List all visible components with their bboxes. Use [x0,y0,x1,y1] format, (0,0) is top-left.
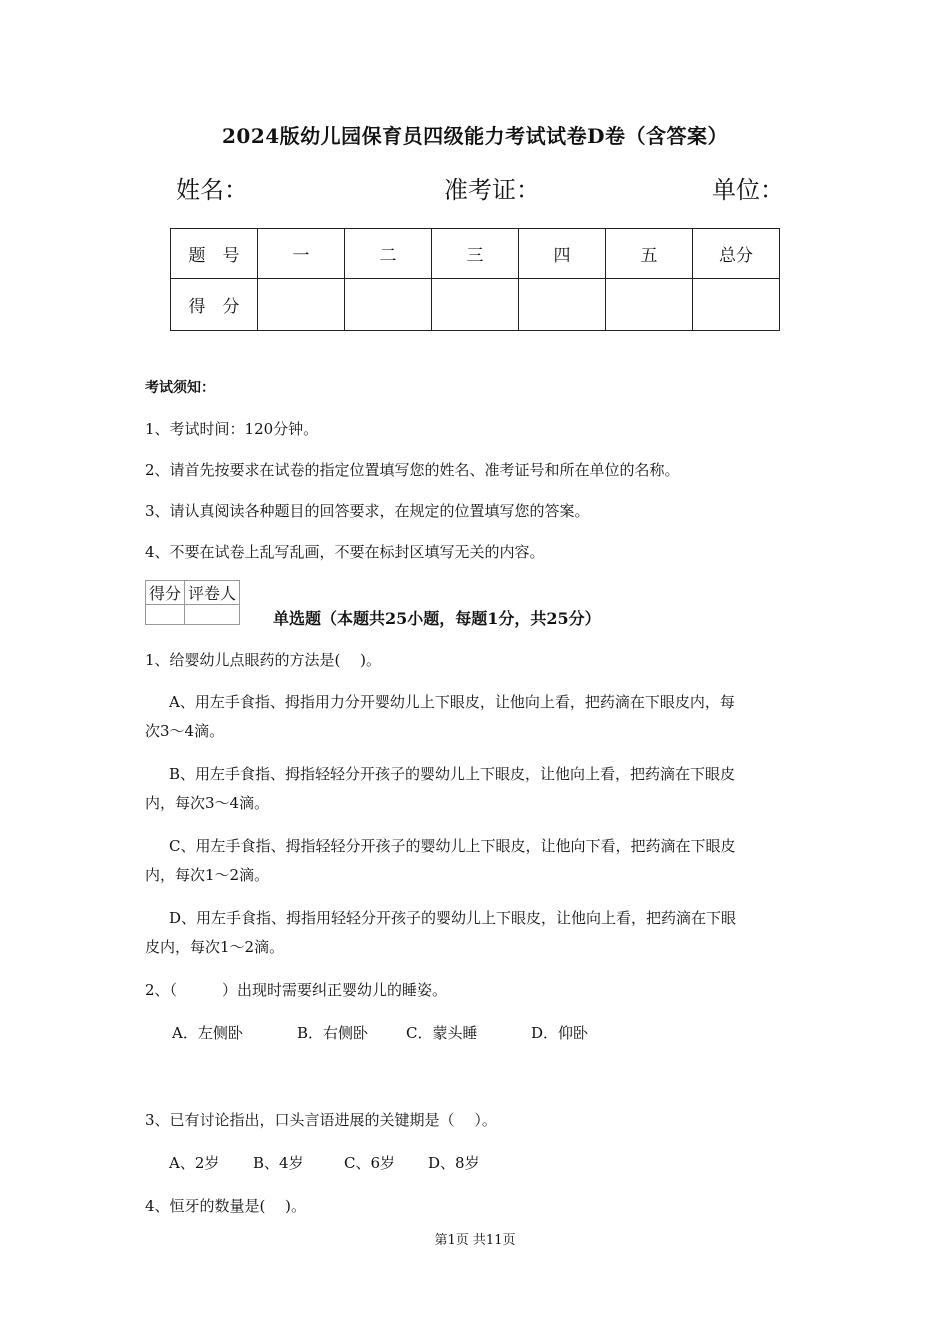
score-cell[interactable] [345,279,432,331]
notice-item: 2、请首先按要求在试卷的指定位置填写您的姓名、准考证号和所在单位的名称。 [145,461,680,479]
question-1-stem: 1、给婴幼儿点眼药的方法是( )。 [145,651,382,669]
question-1-option-b-cont: 内，每次3～4滴。 [145,794,270,812]
score-cell[interactable] [606,279,693,331]
question-1-option-d: D、用左手食指、拇指用轻轻分开孩子的婴幼儿上下眼皮，让他向上看，把药滴在下眼 [169,909,737,927]
score-row-label: 得 分 [171,279,258,331]
question-1-option-c: C、用左手食指、拇指轻轻分开孩子的婴幼儿上下眼皮，让他向下看，把药滴在下眼皮 [169,837,736,855]
name-field-label: 姓名： [176,176,248,204]
page-title: 2024版幼儿园保育员四级能力考试试卷D卷（含答案） [221,124,728,148]
question-2-option-d: D．仰卧 [531,1024,589,1042]
unit-field-label: 单位： [712,176,784,204]
notice-heading: 考试须知： [145,380,215,396]
score-table-header: 二 [345,229,432,279]
question-1-option-c-cont: 内，每次1～2滴。 [145,866,270,884]
question-2-option-a: A．左侧卧 [172,1024,243,1042]
exam-id-field-label: 准考证： [444,176,540,204]
score-table-header: 总分 [693,229,780,279]
question-1-option-a-cont: 次3～4滴。 [145,722,225,740]
question-2-option-c: C．蒙头睡 [406,1024,478,1042]
score-cell[interactable] [519,279,606,331]
page-footer: 第1页 共11页 [434,1233,516,1248]
score-table-header-row [171,229,780,279]
score-table-header: 一 [258,229,345,279]
question-1-option-b: B、用左手食指、拇指轻轻分开孩子的婴幼儿上下眼皮，让他向上看，把药滴在下眼皮 [169,765,736,783]
grader-name-cell[interactable] [185,605,240,625]
score-table-score-row [171,279,780,331]
question-3-option-d: D、8岁 [428,1154,480,1172]
score-cell[interactable] [693,279,780,331]
grader-score-cell[interactable] [146,605,185,625]
question-1-option-d-cont: 皮内，每次1～2滴。 [145,938,285,956]
grader-name-label: 评卷人 [185,581,240,605]
question-1-option-a: A、用左手食指、拇指用力分开婴幼儿上下眼皮，让他向上看，把药滴在下眼皮内，每 [169,693,735,711]
question-4-stem: 4、恒牙的数量是( )。 [145,1197,307,1215]
notice-item: 3、请认真阅读各种题目的回答要求，在规定的位置填写您的答案。 [145,502,590,520]
score-table-header: 五 [606,229,693,279]
score-table [170,228,780,331]
question-3-option-a: A、2岁 [169,1154,220,1172]
score-cell[interactable] [432,279,519,331]
grader-score-label: 得分 [146,581,185,605]
notice-item: 4、不要在试卷上乱写乱画，不要在标封区填写无关的内容。 [145,543,545,561]
question-3-option-b: B、4岁 [253,1154,304,1172]
question-2-stem: 2、（ ）出现时需要纠正婴幼儿的睡姿。 [145,981,448,999]
score-cell[interactable] [258,279,345,331]
question-3-stem: 3、已有讨论指出，口头言语进展的关键期是（ ）。 [145,1111,497,1129]
grader-box [145,580,240,625]
score-table-header: 题 号 [171,229,258,279]
score-table-header: 三 [432,229,519,279]
notice-item: 1、考试时间：120分钟。 [145,420,319,438]
section-title: 单选题（本题共25小题，每题1分，共25分） [273,609,601,628]
question-2-option-b: B．右侧卧 [297,1024,369,1042]
question-3-option-c: C、6岁 [344,1154,396,1172]
score-table-header: 四 [519,229,606,279]
